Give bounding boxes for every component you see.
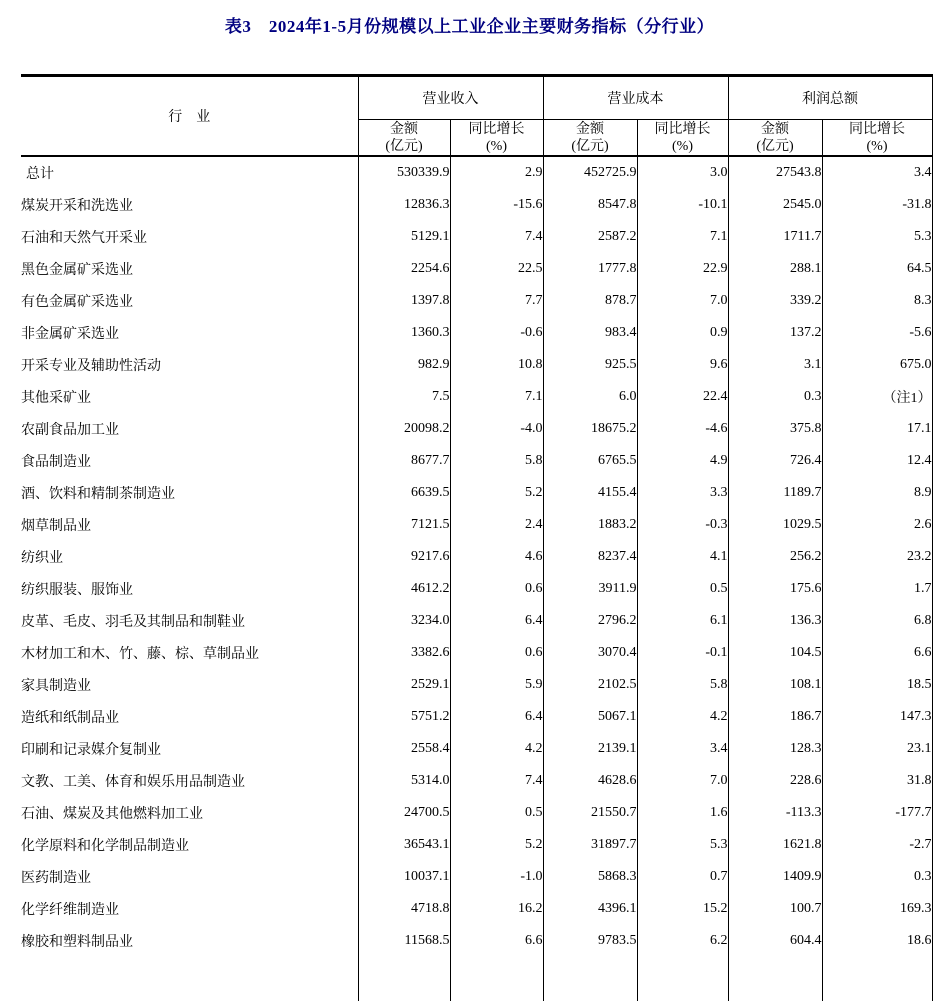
profit-growth: 23.1 — [822, 733, 932, 765]
industry-cell: 烟草制品业 — [21, 519, 91, 534]
industry-cell: 木材加工和木、竹、藤、棕、草制品业 — [21, 647, 259, 662]
profit-growth: 6.8 — [822, 605, 932, 637]
cost-amount: 2102.5 — [543, 669, 637, 701]
revenue-amount: 12836.3 — [358, 189, 450, 221]
cost-growth: 7.1 — [637, 221, 728, 253]
revenue-amount: 3382.6 — [358, 637, 450, 669]
revenue-growth: 7.4 — [450, 765, 543, 797]
industry-cell: 化学纤维制造业 — [21, 903, 119, 918]
cost-amount: 3070.4 — [543, 637, 637, 669]
financial-table-container — [21, 74, 932, 1001]
profit-growth: 8.3 — [822, 285, 932, 317]
profit-amount: 0.3 — [728, 381, 822, 413]
profit-growth: 2.6 — [822, 509, 932, 541]
revenue-amount: 7121.5 — [358, 509, 450, 541]
cost-amount: 31897.7 — [543, 829, 637, 861]
revenue-amount: 3234.0 — [358, 605, 450, 637]
table-row — [21, 381, 932, 413]
profit-growth-note: （注1） — [822, 381, 932, 413]
cost-amount: 983.4 — [543, 317, 637, 349]
revenue-amount: 2254.6 — [358, 253, 450, 285]
cost-amount: 6.0 — [543, 381, 637, 413]
industry-cell: 农副食品加工业 — [21, 423, 119, 438]
industry-cell: 食品制造业 — [21, 455, 91, 470]
profit-growth: 64.5 — [822, 253, 932, 285]
profit-amount: 128.3 — [728, 733, 822, 765]
industry-cell: 煤炭开采和洗选业 — [21, 199, 133, 214]
profit-growth: 8.9 — [822, 477, 932, 509]
revenue-growth: 0.5 — [450, 797, 543, 829]
industry-cell: 有色金属矿采选业 — [21, 295, 133, 310]
header-group-row — [21, 76, 932, 120]
revenue-amount: 982.9 — [358, 349, 450, 381]
profit-amount: 1029.5 — [728, 509, 822, 541]
cost-growth: 6.1 — [637, 605, 728, 637]
cost-growth: 5.3 — [637, 829, 728, 861]
cost-growth: -4.6 — [637, 413, 728, 445]
cost-amount: 2796.2 — [543, 605, 637, 637]
revenue-amount: 1397.8 — [358, 285, 450, 317]
industry-column-header: 行 业 — [21, 76, 358, 157]
revenue-growth: 7.7 — [450, 285, 543, 317]
revenue-growth: 16.2 — [450, 893, 543, 925]
profit-growth: 18.6 — [822, 925, 932, 957]
cost-amount: 925.5 — [543, 349, 637, 381]
revenue-growth: 5.2 — [450, 477, 543, 509]
cost-growth-header: 同比增长 (%) — [637, 120, 728, 157]
profit-amount: 2545.0 — [728, 189, 822, 221]
table-row — [21, 893, 932, 925]
profit-amount: 108.1 — [728, 669, 822, 701]
cost-amount-header: 金额 (亿元) — [543, 120, 637, 157]
table-row — [21, 413, 932, 445]
revenue-amount: 530339.9 — [358, 156, 450, 189]
industry-cell: 化学原料和化学制品制造业 — [21, 839, 189, 854]
revenue-growth-header: 同比增长 (%) — [450, 120, 543, 157]
revenue-growth: 6.4 — [450, 701, 543, 733]
profit-amount: 100.7 — [728, 893, 822, 925]
table-row — [21, 733, 932, 765]
profit-growth: -2.7 — [822, 829, 932, 861]
industry-cell: 造纸和纸制品业 — [21, 711, 119, 726]
industry-cell: 文教、工美、体育和娱乐用品制造业 — [21, 775, 245, 790]
profit-growth: -31.8 — [822, 189, 932, 221]
revenue-growth: 6.6 — [450, 925, 543, 957]
profit-amount: 375.8 — [728, 413, 822, 445]
table-row — [21, 253, 932, 285]
industry-cell: 石油、煤炭及其他燃料加工业 — [21, 807, 203, 822]
cost-amount: 18675.2 — [543, 413, 637, 445]
cost-growth: 22.9 — [637, 253, 728, 285]
revenue-growth: 2.4 — [450, 509, 543, 541]
revenue-growth: -4.0 — [450, 413, 543, 445]
table-row — [21, 189, 932, 221]
profit-amount: 136.3 — [728, 605, 822, 637]
cost-amount: 8237.4 — [543, 541, 637, 573]
cost-amount: 1883.2 — [543, 509, 637, 541]
profit-growth: 147.3 — [822, 701, 932, 733]
revenue-growth: -1.0 — [450, 861, 543, 893]
revenue-growth: 10.8 — [450, 349, 543, 381]
cost-amount: 5067.1 — [543, 701, 637, 733]
cost-growth: -0.1 — [637, 637, 728, 669]
cost-growth: 15.2 — [637, 893, 728, 925]
revenue-growth: -15.6 — [450, 189, 543, 221]
cost-growth: -0.3 — [637, 509, 728, 541]
cost-amount: 4396.1 — [543, 893, 637, 925]
industry-cell: 其他采矿业 — [21, 391, 91, 406]
group-header-cost: 营业成本 — [543, 76, 728, 120]
cost-amount: 21550.7 — [543, 797, 637, 829]
profit-growth: 3.4 — [822, 156, 932, 189]
revenue-amount: 11568.5 — [358, 925, 450, 957]
profit-growth: 6.6 — [822, 637, 932, 669]
industry-cell: 开采专业及辅助性活动 — [21, 359, 161, 374]
table-row — [21, 156, 932, 189]
group-header-profit: 利润总额 — [728, 76, 932, 120]
profit-growth: 169.3 — [822, 893, 932, 925]
cost-growth: 7.0 — [637, 285, 728, 317]
table-header — [21, 76, 932, 157]
profit-growth: 12.4 — [822, 445, 932, 477]
table-row-partial — [21, 957, 932, 1001]
industry-cell: 皮革、毛皮、羽毛及其制品和制鞋业 — [21, 615, 245, 630]
cost-growth: 4.1 — [637, 541, 728, 573]
profit-growth: 0.3 — [822, 861, 932, 893]
cost-growth: 9.6 — [637, 349, 728, 381]
revenue-amount: 5129.1 — [358, 221, 450, 253]
cost-growth: 0.9 — [637, 317, 728, 349]
cost-amount: 9783.5 — [543, 925, 637, 957]
profit-amount: 339.2 — [728, 285, 822, 317]
revenue-amount: 9217.6 — [358, 541, 450, 573]
table-row — [21, 573, 932, 605]
table-body — [21, 156, 932, 1001]
cost-growth: 0.5 — [637, 573, 728, 605]
profit-amount: 1409.9 — [728, 861, 822, 893]
revenue-growth: 22.5 — [450, 253, 543, 285]
revenue-growth: -0.6 — [450, 317, 543, 349]
revenue-growth: 5.9 — [450, 669, 543, 701]
revenue-amount: 1360.3 — [358, 317, 450, 349]
revenue-amount: 5751.2 — [358, 701, 450, 733]
profit-amount: 186.7 — [728, 701, 822, 733]
table-row — [21, 317, 932, 349]
revenue-growth: 5.2 — [450, 829, 543, 861]
industry-cell: 黑色金属矿采选业 — [21, 263, 133, 278]
table-row — [21, 861, 932, 893]
revenue-growth: 4.6 — [450, 541, 543, 573]
group-header-revenue: 营业收入 — [358, 76, 543, 120]
profit-growth: -5.6 — [822, 317, 932, 349]
cost-amount: 2139.1 — [543, 733, 637, 765]
cost-growth: 22.4 — [637, 381, 728, 413]
revenue-amount: 24700.5 — [358, 797, 450, 829]
profit-growth: 18.5 — [822, 669, 932, 701]
profit-amount: 1189.7 — [728, 477, 822, 509]
revenue-amount: 4718.8 — [358, 893, 450, 925]
cost-growth: 4.9 — [637, 445, 728, 477]
profit-growth: 31.8 — [822, 765, 932, 797]
profit-amount: 1711.7 — [728, 221, 822, 253]
revenue-growth: 5.8 — [450, 445, 543, 477]
table-row — [21, 605, 932, 637]
cost-growth: 3.0 — [637, 156, 728, 189]
revenue-amount: 8677.7 — [358, 445, 450, 477]
profit-growth: 1.7 — [822, 573, 932, 605]
revenue-growth: 4.2 — [450, 733, 543, 765]
revenue-amount: 7.5 — [358, 381, 450, 413]
industry-cell: 橡胶和塑料制品业 — [21, 935, 133, 950]
table-row — [21, 797, 932, 829]
table-row — [21, 669, 932, 701]
cost-growth: 4.2 — [637, 701, 728, 733]
profit-amount: 288.1 — [728, 253, 822, 285]
industry-cell: 医药制造业 — [21, 871, 91, 886]
table-row — [21, 925, 932, 957]
revenue-amount-header: 金额 (亿元) — [358, 120, 450, 157]
revenue-amount: 2529.1 — [358, 669, 450, 701]
revenue-growth: 6.4 — [450, 605, 543, 637]
revenue-growth: 7.4 — [450, 221, 543, 253]
table-row — [21, 701, 932, 733]
profit-amount: 726.4 — [728, 445, 822, 477]
table-row — [21, 829, 932, 861]
industry-cell: 非金属矿采选业 — [21, 327, 119, 342]
cost-amount: 452725.9 — [543, 156, 637, 189]
table-row — [21, 509, 932, 541]
profit-amount: 27543.8 — [728, 156, 822, 189]
profit-growth: 23.2 — [822, 541, 932, 573]
page-title: 表3 2024年1-5月份规模以上工业企业主要财务指标（分行业） — [224, 17, 715, 36]
cost-growth: -10.1 — [637, 189, 728, 221]
cost-amount: 6765.5 — [543, 445, 637, 477]
profit-amount-header: 金额 (亿元) — [728, 120, 822, 157]
cost-growth: 1.6 — [637, 797, 728, 829]
industry-cell: 印刷和记录媒介复制业 — [21, 743, 161, 758]
cost-growth: 6.2 — [637, 925, 728, 957]
revenue-amount: 4612.2 — [358, 573, 450, 605]
financial-table — [21, 74, 933, 1001]
cost-amount: 2587.2 — [543, 221, 637, 253]
revenue-amount: 20098.2 — [358, 413, 450, 445]
revenue-growth: 0.6 — [450, 573, 543, 605]
revenue-growth: 2.9 — [450, 156, 543, 189]
table-row — [21, 637, 932, 669]
profit-amount: 3.1 — [728, 349, 822, 381]
revenue-amount: 2558.4 — [358, 733, 450, 765]
profit-growth: -177.7 — [822, 797, 932, 829]
table-row — [21, 541, 932, 573]
revenue-amount: 10037.1 — [358, 861, 450, 893]
table-row — [21, 765, 932, 797]
profit-growth: 17.1 — [822, 413, 932, 445]
table-row — [21, 445, 932, 477]
revenue-growth: 0.6 — [450, 637, 543, 669]
profit-amount: 228.6 — [728, 765, 822, 797]
revenue-amount: 36543.1 — [358, 829, 450, 861]
industry-cell: 石油和天然气开采业 — [21, 231, 147, 246]
cost-amount: 878.7 — [543, 285, 637, 317]
revenue-amount: 5314.0 — [358, 765, 450, 797]
profit-amount: 1621.8 — [728, 829, 822, 861]
profit-amount: 604.4 — [728, 925, 822, 957]
cost-amount: 8547.8 — [543, 189, 637, 221]
cost-amount: 4155.4 — [543, 477, 637, 509]
profit-amount: 175.6 — [728, 573, 822, 605]
profit-growth: 675.0 — [822, 349, 932, 381]
table-row — [21, 477, 932, 509]
industry-cell: 家具制造业 — [21, 679, 91, 694]
cost-growth: 3.3 — [637, 477, 728, 509]
profit-amount: 104.5 — [728, 637, 822, 669]
industry-cell: 酒、饮料和精制茶制造业 — [21, 487, 175, 502]
cost-growth: 0.7 — [637, 861, 728, 893]
industry-cell: 总计 — [26, 167, 54, 182]
cost-amount: 4628.6 — [543, 765, 637, 797]
cost-growth: 5.8 — [637, 669, 728, 701]
cost-growth: 7.0 — [637, 765, 728, 797]
table-row — [21, 221, 932, 253]
profit-amount: 137.2 — [728, 317, 822, 349]
industry-cell: 纺织业 — [21, 551, 63, 566]
revenue-amount: 6639.5 — [358, 477, 450, 509]
profit-growth: 5.3 — [822, 221, 932, 253]
cost-amount: 1777.8 — [543, 253, 637, 285]
revenue-growth: 7.1 — [450, 381, 543, 413]
industry-cell: 纺织服装、服饰业 — [21, 583, 133, 598]
profit-growth-header: 同比增长 (%) — [822, 120, 932, 157]
cost-growth: 3.4 — [637, 733, 728, 765]
profit-amount: -113.3 — [728, 797, 822, 829]
table-row — [21, 349, 932, 381]
profit-amount: 256.2 — [728, 541, 822, 573]
cost-amount: 3911.9 — [543, 573, 637, 605]
table-row — [21, 285, 932, 317]
cost-amount: 5868.3 — [543, 861, 637, 893]
